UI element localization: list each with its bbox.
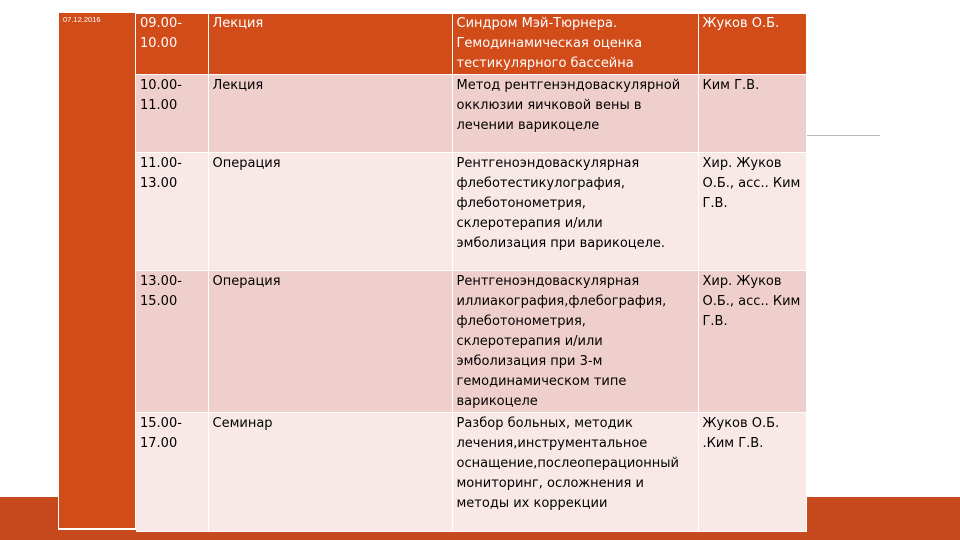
lecturer-text: Хир. Жуков О.Б., асс.. Ким Г.В.	[702, 156, 801, 211]
lecturer-text: Ким Г.В.	[702, 78, 760, 93]
type-cell	[208, 153, 452, 271]
topic-text: Рентгеноэндоваскулярная флеботестикулография, флеботонометрия, склеротерапия и/или эмболизация при варикоцеле.	[456, 156, 666, 251]
topic-cell	[452, 75, 698, 153]
lecturer-cell	[698, 413, 806, 532]
topic-cell	[452, 14, 698, 75]
decorative-rule	[806, 135, 880, 136]
time-text: 09.00- 10.00	[140, 16, 182, 51]
lecturer-text: Хир. Жуков О.Б., асс.. Ким Г.В.	[702, 274, 801, 329]
lecturer-text: Жуков О.Б. .Ким Г.В.	[702, 416, 780, 451]
lecturer-cell	[698, 75, 806, 153]
time-cell	[136, 75, 208, 153]
lecturer-cell	[698, 271, 806, 413]
type-text: Лекция	[212, 16, 264, 31]
time-cell	[136, 271, 208, 413]
lecturer-text: Жуков О.Б.	[702, 16, 780, 31]
topic-text: Синдром Мэй-Тюрнера. Гемодинамическая оценка тестикулярного бассейна	[456, 16, 643, 71]
table-row	[136, 75, 806, 153]
type-cell	[208, 413, 452, 532]
type-cell	[208, 14, 452, 75]
type-text: Операция	[212, 274, 281, 289]
type-text: Лекция	[212, 78, 264, 93]
time-text: 15.00- 17.00	[140, 416, 182, 451]
topic-text: Рентгеноэндоваскулярная иллиакография,флебография, флеботонометрия, склеротерапия и/или эмболизация при 3-м гемодинамическом типе варикоцеле	[456, 274, 667, 409]
type-cell	[208, 75, 452, 153]
slide-date: 07.12.2016	[63, 15, 101, 24]
type-text: Операция	[212, 156, 281, 171]
topic-cell	[452, 271, 698, 413]
lecturer-cell	[698, 153, 806, 271]
time-cell	[136, 153, 208, 271]
lecturer-cell	[698, 14, 806, 75]
type-cell	[208, 271, 452, 413]
time-cell	[136, 14, 208, 75]
time-text: 10.00- 11.00	[140, 78, 182, 113]
date-column	[58, 13, 136, 530]
table-row	[136, 413, 806, 532]
time-cell	[136, 413, 208, 532]
table-row	[136, 14, 806, 75]
schedule-table	[136, 13, 807, 532]
table-row	[136, 271, 806, 413]
topic-text: Метод рентгенэндоваскулярной окклюзии яичковой вены в лечении варикоцеле	[456, 78, 681, 133]
time-text: 11.00- 13.00	[140, 156, 182, 191]
table-row	[136, 153, 806, 271]
time-text: 13.00- 15.00	[140, 274, 182, 309]
topic-text: Разбор больных, методик лечения,инструментальное оснащение,послеоперационный мониторинг, осложнения и методы их коррекции	[456, 416, 679, 511]
topic-cell	[452, 413, 698, 532]
type-text: Семинар	[212, 416, 273, 431]
topic-cell	[452, 153, 698, 271]
